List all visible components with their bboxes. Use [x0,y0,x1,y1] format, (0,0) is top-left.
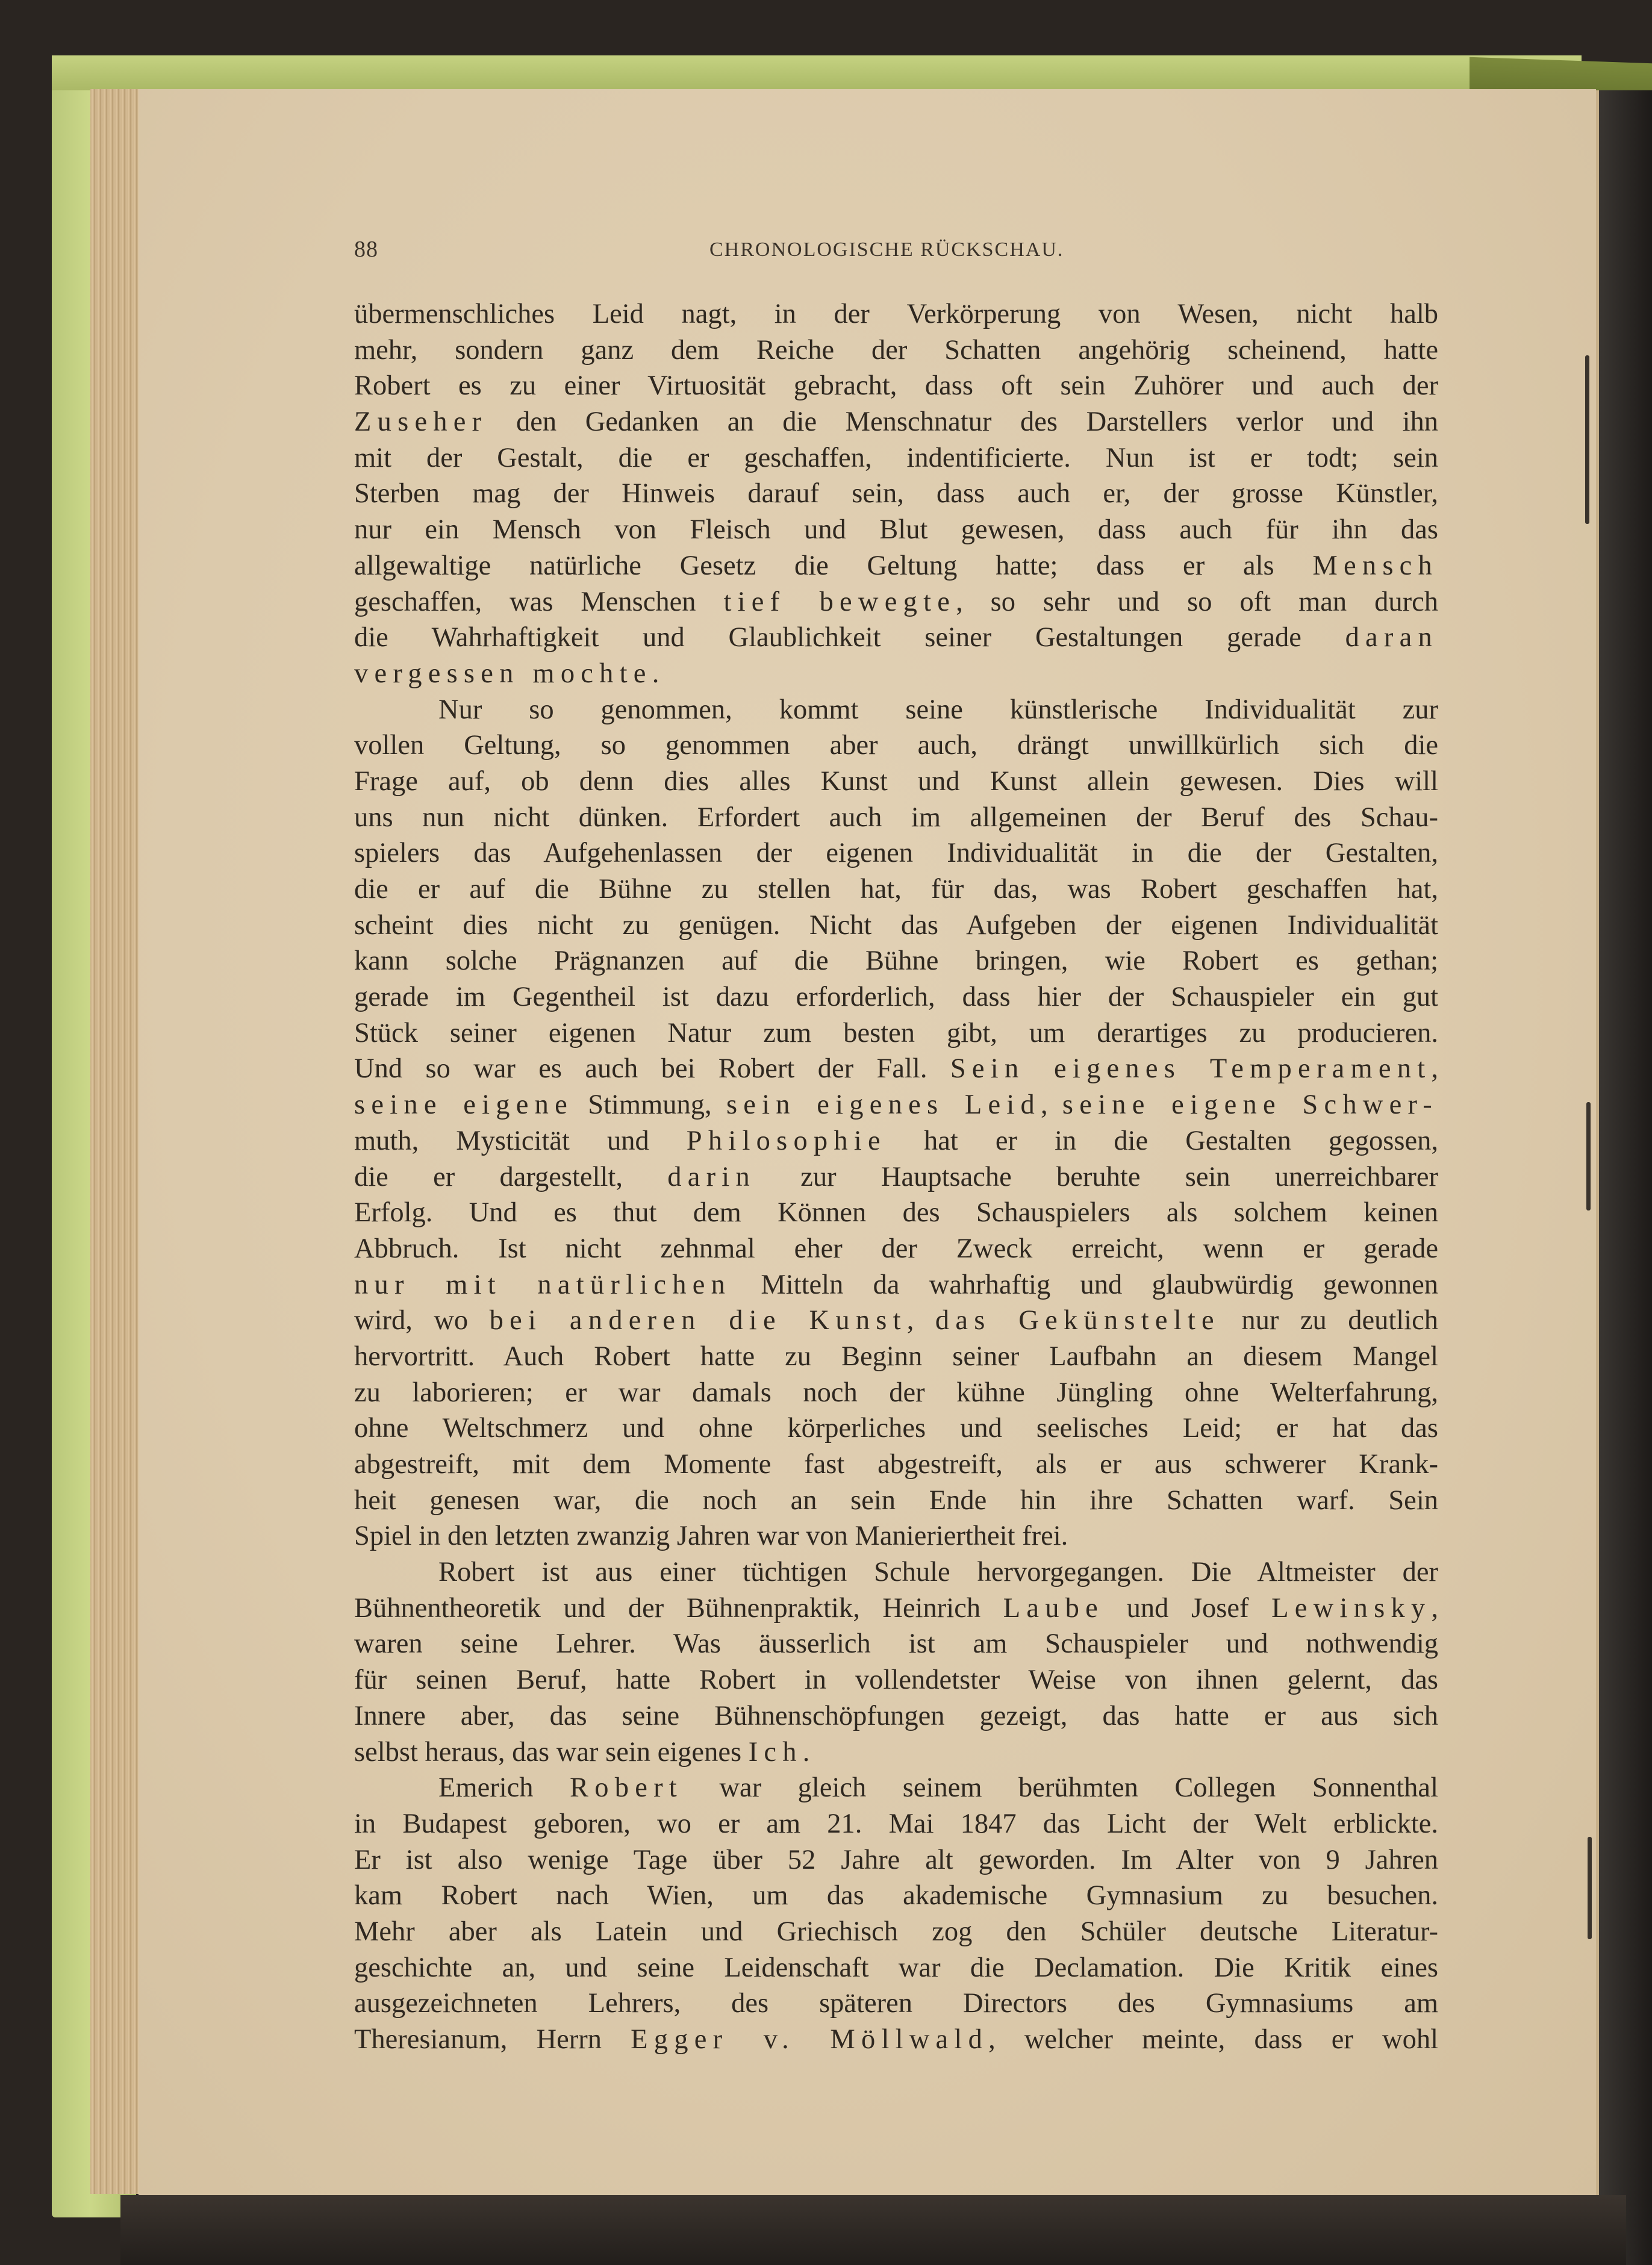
spaced-emphasis: daran [1345,622,1438,653]
text-line [354,656,1438,692]
margin-mark [1585,355,1589,524]
text-line: uns nun nicht dünken. Erfordert auch im allgemeinen der Beruf des Schau- [354,802,1438,833]
text-run: , [1040,1089,1062,1121]
body-text [354,296,1438,2058]
spaced-emphasis: sein eigenes Leid [726,1089,1041,1121]
spaced-emphasis: Egger v. Möllwald [631,2024,989,2055]
text-run: nur zu deutlich [1220,1305,1438,1336]
text-run: hat er in die Gestalten gegossen, [886,1125,1438,1156]
text-run: geschaffen, was Menschen [354,586,724,617]
text-run: muth, Mysticität und [354,1125,687,1156]
text-run: den Gedanken an die Menschnatur des Darstellers verlor und ihn [487,407,1438,438]
text-line: hervortritt. Auch Robert hatte zu Beginn seiner Laufbahn an diesem Mangel [354,1341,1438,1372]
spaced-emphasis: darin [667,1161,756,1192]
text-line: mit der Gestalt, die er geschaffen, indentificierte. Nun ist er todt; sein [354,442,1438,473]
text-line [354,584,1438,620]
text-line: Stück seiner eigenen Natur zum besten gibt, um derartiges zu producieren. [354,1017,1438,1048]
text-line [354,1087,1438,1123]
text-line [354,620,1438,656]
text-line: Robert ist aus einer tüchtigen Schule hervorgegangen. Die Altmeister der [438,1557,1438,1588]
spaced-emphasis: Mensch [1312,550,1438,581]
text-line: Er ist also wenige Tage über 52 Jahre alt geworden. Im Alter von 9 Jahren [354,1844,1438,1875]
text-run: Bühnentheoretik und der Bühnenpraktik, Heinrich [354,1592,1003,1624]
page-number: 88 [354,237,378,262]
text-line [354,1159,1438,1195]
text-line: scheint dies nicht zu genügen. Nicht das Aufgeben der eigenen Individualität [354,909,1438,941]
margin-mark [1588,1837,1592,1939]
text-line: zu laborieren; er war damals noch der kühne Jüngling ohne Welterfahrung, [354,1377,1438,1408]
text-run: selbst heraus, das war sein eigenes [354,1736,749,1768]
text-line: nur ein Mensch von Fleisch und Blut gewesen, dass auch für ihn das [354,514,1438,546]
spaced-emphasis: das Gekünstelte [935,1305,1220,1336]
text-line: die er auf die Bühne zu stellen hat, für das, was Robert geschaffen hat, [354,874,1438,905]
spaced-emphasis: vergessen mochte [354,658,652,689]
text-line: spielers das Aufgehenlassen der eigenen Individualität in die der Gestalten, [354,838,1438,869]
text-run: allgewaltige natürliche Gesetz die Geltung hatte; dass er als [354,550,1313,581]
text-line: kann solche Prägnanzen auf die Bühne bringen, wie Robert es gethan; [354,946,1438,977]
text-line [354,1267,1438,1303]
text-line [354,1770,1438,1806]
text-line: Frage auf, ob denn dies alles Kunst und Kunst allein gewesen. Dies will [354,765,1438,797]
text-line: Nur so genommen, kommt seine künstlerische Individualität zur [438,694,1438,725]
text-line: Spiel in den letzten zwanzig Jahren war von Manieriertheit frei. [354,1521,1068,1552]
text-line [354,1123,1438,1159]
green-cover-top [52,55,1582,90]
text-line: mehr, sondern ganz dem Reiche der Schatten angehörig scheinend, hatte [354,334,1438,366]
spaced-emphasis: Ich [748,1736,803,1768]
margin-mark [1586,1102,1591,1210]
text-run: Stimmung, [573,1089,726,1121]
spaced-emphasis: Laube [1003,1592,1105,1624]
text-run: Mitteln da wahrhaftig und glaubwürdig gewonnen [731,1269,1438,1300]
text-line: Sterben mag der Hinweis darauf sein, dass auch er, der grosse Künstler, [354,478,1438,509]
text-run: , so sehr und so oft man durch [956,586,1438,617]
running-head: CHRONOLOGISCHE RÜCKSCHAU. [709,238,1064,261]
spaced-emphasis: bei anderen die Kunst [489,1305,907,1336]
text-line: für seinen Beruf, hatte Robert in vollendetster Weise von ihnen gelernt, das [354,1665,1438,1696]
text-line: vollen Geltung, so genommen aber auch, drängt unwillkürlich sich die [354,730,1438,761]
text-run: , [1431,1592,1438,1624]
spaced-emphasis: Robert [570,1772,683,1804]
text-line: Erfolg. Und es thut dem Können des Schauspielers als solchem keinen [354,1197,1438,1229]
text-line [354,548,1438,584]
spaced-emphasis: Philosophie [686,1125,887,1156]
bottom-shadow [120,2195,1626,2265]
spaced-emphasis: seine eigene [354,1089,573,1121]
text-line: gerade im Gegentheil ist dazu erforderlich, dass hier der Schauspieler ein gut [354,982,1438,1013]
text-run: Und so war es auch bei Robert der Fall. [354,1053,950,1085]
text-run: und Josef [1104,1592,1272,1624]
binding-gutter [1599,90,1652,2265]
text-run: , welcher meinte, dass er wohl [988,2024,1438,2055]
text-line: ausgezeichneten Lehrers, des späteren Directors des Gymnasiums am [354,1988,1438,2019]
text-run: . [652,658,659,689]
spaced-emphasis: nur mit natürlichen [354,1269,732,1300]
text-line [354,1590,1438,1627]
text-line: waren seine Lehrer. Was äusserlich ist am Schauspieler und nothwendig [354,1628,1438,1660]
text-run: zur Hauptsache beruhte sein unerreichbarer [755,1161,1438,1192]
text-line: in Budapest geboren, wo er am 21. Mai 1847 das Licht der Welt erblickte. [354,1808,1438,1839]
text-run: , [1431,1053,1438,1085]
text-line: abgestreift, mit dem Momente fast abgestreift, als er aus schwerer Krank- [354,1449,1438,1480]
spaced-emphasis: Lewinsky [1271,1592,1432,1624]
text-line: übermenschliches Leid nagt, in der Verkörperung von Wesen, nicht halb [354,299,1438,329]
text-line: Mehr aber als Latein und Griechisch zog den Schüler deutsche Literatur- [354,1916,1438,1947]
text-run: , [906,1305,935,1336]
text-run: war gleich seinem berühmten Collegen Sonnenthal [682,1772,1438,1804]
text-line: kam Robert nach Wien, um das akademische Gymnasium zu besuchen. [354,1880,1438,1911]
spaced-emphasis: seine eigene Schwer- [1062,1089,1438,1121]
text-line [354,1303,1438,1339]
text-line [354,2022,1438,2058]
text-line: ohne Weltschmerz und ohne körperliches und seelisches Leid; er hat das [354,1413,1438,1444]
text-line: Innere aber, das seine Bühnenschöpfungen gezeigt, das hatte er aus sich [354,1700,1438,1731]
spaced-emphasis: Zuseher [354,407,488,438]
text-run: Emerich [438,1772,570,1804]
text-line: Abbruch. Ist nicht zehnmal eher der Zweck erreicht, wenn er gerade [354,1233,1438,1264]
text-run: wird, wo [354,1305,490,1336]
text-line [354,1734,1438,1771]
text-line [354,1051,1438,1087]
text-line: heit genesen war, die noch an sein Ende hin ihre Schatten warf. Sein [354,1485,1438,1516]
text-line [354,404,1438,440]
spaced-emphasis: tief bewegte [723,586,956,617]
text-run: . [802,1736,810,1768]
spaced-emphasis: Sein eigenes Temperament [950,1053,1432,1085]
text-run: die Wahrhaftigkeit und Glaublichkeit seiner Gestaltungen gerade [354,622,1345,653]
text-line: geschichte an, und seine Leidenschaft war die Declamation. Die Kritik eines [354,1952,1438,1983]
text-line: Robert es zu einer Virtuosität gebracht, dass oft sein Zuhörer und auch der [354,370,1438,402]
text-run: Theresianum, Herrn [354,2024,631,2055]
text-run: die er dargestellt, [354,1161,668,1192]
